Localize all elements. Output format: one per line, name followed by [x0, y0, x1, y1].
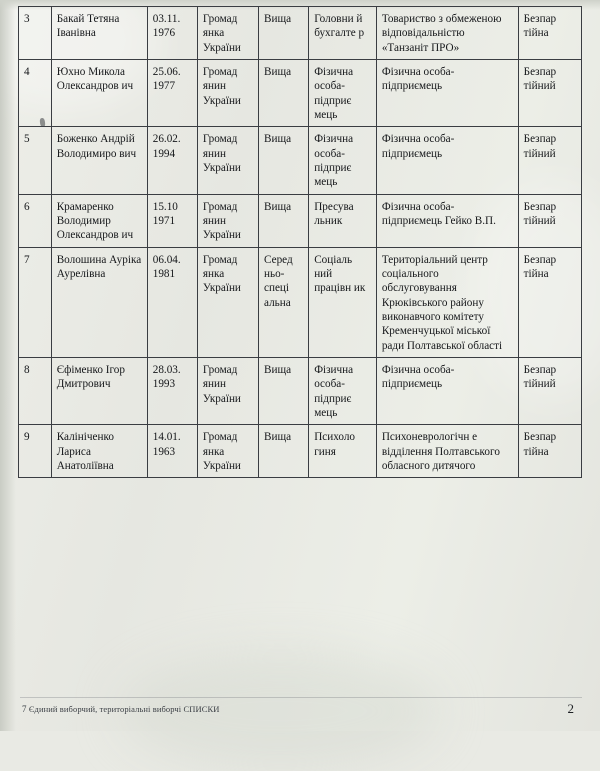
cell-workplace: Фізична особа-підприємець [376, 59, 518, 126]
cell-profession: Фізична особа-підприє мець [309, 127, 377, 194]
cell-birthdate: 03.11. 1976 [147, 7, 197, 60]
cell-name: Єфіменко Ігор Дмитрович [51, 357, 147, 424]
cell-name: Боженко Андрій Володимиро вич [51, 127, 147, 194]
table-row [19, 7, 582, 60]
cell-workplace: Фізична особа-підприємець [376, 357, 518, 424]
table-row [19, 247, 582, 357]
cell-workplace: Психоневрологічн е відділення Полтавського обласного дитячого [376, 425, 518, 478]
cell-profession: Фізична особа-підприє мець [309, 357, 377, 424]
cell-name: Юхно Микола Олександров ич [51, 59, 147, 126]
cell-profession: Соціаль ний працівн ик [309, 247, 377, 357]
footer-note [22, 704, 582, 714]
table-row [19, 59, 582, 126]
cell-number: 9 [19, 425, 52, 478]
cell-birthdate: 26.02. 1994 [147, 127, 197, 194]
cell-profession: Пресува льник [309, 194, 377, 247]
cell-citizenship: Громад янка України [197, 7, 258, 60]
table-row [19, 425, 582, 478]
cell-education: Вища [259, 425, 309, 478]
cell-citizenship: Громад янин України [197, 127, 258, 194]
page-number: 2 [567, 701, 574, 716]
cell-education: Вища [259, 59, 309, 126]
cell-number: 6 [19, 194, 52, 247]
cell-name: Крамаренко Володимир Олександров ич [51, 194, 147, 247]
cell-party: Безпар тійний [518, 127, 581, 194]
cell-birthdate: 06.04. 1981 [147, 247, 197, 357]
cell-workplace: Фізична особа-підприємець [376, 127, 518, 194]
cell-number: 3 [19, 7, 52, 60]
cell-education: Вища [259, 127, 309, 194]
cell-citizenship: Громад янин України [197, 59, 258, 126]
page-edge-shadow [0, 0, 16, 731]
cell-number: 7 [19, 247, 52, 357]
candidate-list-table [18, 6, 582, 478]
cell-citizenship: Громад янка України [197, 247, 258, 357]
cell-name: Бакай Тетяна Іванівна [51, 7, 147, 60]
table-row [19, 127, 582, 194]
cell-workplace: Товариство з обмеженою відповідальністю «Танзаніт ПРО» [376, 7, 518, 60]
footer-divider [20, 697, 582, 698]
cell-number: 4 [19, 59, 52, 126]
cell-party: Безпар тійна [518, 425, 581, 478]
cell-education: Вища [259, 194, 309, 247]
footnote-text: Єдиний виборчий, територіальні виборчі СПИСКИ [28, 704, 220, 714]
cell-citizenship: Громад янин України [197, 194, 258, 247]
table-row [19, 194, 582, 247]
cell-workplace: Фізична особа-підприємець Гейко В.П. [376, 194, 518, 247]
cell-citizenship: Громад янин України [197, 357, 258, 424]
cell-birthdate: 25.06. 1977 [147, 59, 197, 126]
cell-party: Безпар тійна [518, 247, 581, 357]
cell-profession: Фізична особа-підприє мець [309, 59, 377, 126]
footnote-number: 7 [22, 704, 27, 714]
cell-number: 5 [19, 127, 52, 194]
cell-number: 8 [19, 357, 52, 424]
cell-education: Вища [259, 7, 309, 60]
cell-workplace: Територіальний центр соціального обслуговування Крюківського району виконавчого комітету Кременчуцької міської ради Полтавської області [376, 247, 518, 357]
cell-education: Вища [259, 357, 309, 424]
cell-name: Волошина Аурiка Аурелівна [51, 247, 147, 357]
cell-citizenship: Громад янка України [197, 425, 258, 478]
cell-birthdate: 15.10 1971 [147, 194, 197, 247]
cell-party: Безпар тійний [518, 357, 581, 424]
table-row [19, 357, 582, 424]
cell-party: Безпар тійний [518, 194, 581, 247]
cell-name: Калініченко Лариса Анатоліївна [51, 425, 147, 478]
cell-birthdate: 14.01. 1963 [147, 425, 197, 478]
cell-profession: Психоло гиня [309, 425, 377, 478]
cell-party: Безпар тійний [518, 59, 581, 126]
cell-profession: Головни й бухгалте р [309, 7, 377, 60]
cell-birthdate: 28.03. 1993 [147, 357, 197, 424]
cell-party: Безпар тійна [518, 7, 581, 60]
cell-education: Серед ньо-спеці альна [259, 247, 309, 357]
